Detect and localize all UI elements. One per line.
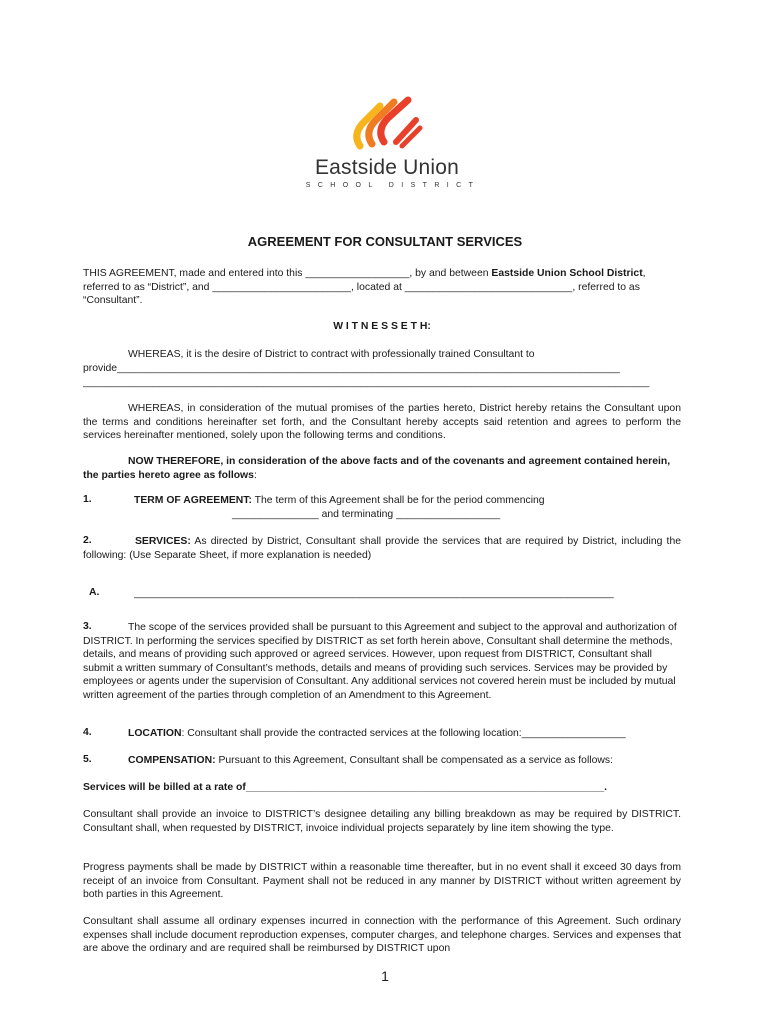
section-1-number: 1. bbox=[83, 494, 92, 505]
section-a-blank-line: ___________________________________________________________________________________ bbox=[134, 588, 614, 599]
district-logo bbox=[292, 96, 482, 196]
section-1-heading: TERM OF AGREEMENT: bbox=[134, 495, 252, 506]
section-2-services bbox=[83, 535, 681, 562]
section-1-term bbox=[134, 494, 681, 508]
section-5-text: Pursuant to this Agreement, Consultant shall be compensated as a service as follows: bbox=[215, 755, 613, 766]
now-therefore-bold: NOW THEREFORE, in consideration of the above facts and of the covenants and agreement contained herein, the parties hereto agree as follows bbox=[83, 456, 671, 481]
whereas-1-line3: __________________________________________________________________________________________________ bbox=[83, 377, 650, 388]
intro-text-1: THIS AGREEMENT, made and entered into this __________________, by and between bbox=[83, 268, 492, 279]
whereas-1-line1: WHEREAS, it is the desire of District to contract with professionally trained Consultant to bbox=[128, 349, 535, 360]
intro-district-name: Eastside Union School District bbox=[491, 268, 643, 279]
section-1-dates: _______________ and terminating __________________ bbox=[232, 509, 501, 520]
page-number: 1 bbox=[381, 968, 389, 984]
logo-name: Eastside Union bbox=[314, 156, 460, 179]
section-5-compensation bbox=[128, 754, 681, 768]
document-title: AGREEMENT FOR CONSULTANT SERVICES bbox=[247, 234, 523, 249]
section-a-label: A. bbox=[89, 587, 100, 598]
section-2-number: 2. bbox=[83, 535, 92, 546]
logo-mark-icon bbox=[350, 96, 426, 154]
section-3-scope: The scope of the services provided shall be pursuant to this Agreement and subject to the approval and authorization of DISTRICT. In performing the services specified by DISTRICT as set forth herein above, Consultant shall determine the methods, details, and means of providing such approved or agreed services. However, upon request from DISTRICT, Consultant shall submit a written summary of Consultant’s methods, details and means of providing such services. Services may be provided by employees or agents under the supervision of Consultant. Any additional services not covered herein must be included by mutual written agreement of the parties through completion of an Amendment to this Agreement. bbox=[83, 622, 677, 701]
section-4-location bbox=[128, 727, 681, 741]
logo-subtitle: SCHOOL DISTRICT bbox=[305, 182, 481, 189]
billed-rate-line: Services will be billed at a rate of______________________________________________________________. bbox=[83, 782, 608, 793]
section-3-number: 3. bbox=[83, 621, 92, 632]
now-therefore-colon: : bbox=[253, 469, 257, 481]
now-therefore-paragraph bbox=[83, 455, 681, 482]
section-2-text: As directed by District, Consultant shall provide the services that are required by District, including the following: (Use Separate Sheet, if more explanation is needed) bbox=[83, 536, 681, 561]
section-4-heading: LOCATION bbox=[128, 728, 182, 739]
section-5-heading: COMPENSATION: bbox=[128, 755, 216, 766]
invoice-paragraph: Consultant shall provide an invoice to DISTRICT’s designee detailing any billing breakdown as may be required by DISTRICT. Consultant shall, when requested by DISTRICT, invoice individual projects separately by line item showing the type. bbox=[83, 809, 681, 834]
expenses-paragraph: Consultant shall assume all ordinary expenses incurred in connection with the performance of this Agreement. Such ordinary expenses shall include document reproduction expenses, computer charges, and telephone charges. Services and expenses that are above the ordinary and are required shall be reimbursed by DISTRICT upon bbox=[83, 916, 681, 954]
section-4-number: 4. bbox=[83, 727, 92, 738]
intro-paragraph bbox=[83, 267, 681, 308]
whereas-2-paragraph: WHEREAS, in consideration of the mutual promises of the parties hereto, District hereby retains the Consultant upon the terms and conditions hereinafter set forth, and the Consultant hereby accepts said retention and agrees to perform the services hereinafter mentioned, solely upon the following terms and conditions. bbox=[83, 403, 681, 441]
progress-payments-paragraph: Progress payments shall be made by DISTRICT within a reasonable time thereafter, but in no event shall it exceed 30 days from receipt of an invoice from Consultant. Payment shall not be reduced in any manner by DISTRICT without written agreement by both parties in this Agreement. bbox=[83, 862, 681, 900]
section-4-text: : Consultant shall provide the contracted services at the following location:__________________ bbox=[181, 728, 626, 739]
witnesseth-heading: W I T N E S S E T H: bbox=[333, 321, 431, 332]
section-5-number: 5. bbox=[83, 754, 92, 765]
section-1-text: The term of this Agreement shall be for the period commencing bbox=[251, 495, 545, 506]
intro-text-2: , referred to as “District”, and ________________________, located at _____________________________, referred to as “Consultant”. bbox=[83, 268, 646, 306]
whereas-1-line2: provide_______________________________________________________________________________________ bbox=[83, 363, 620, 374]
section-2-heading: SERVICES: bbox=[135, 536, 191, 547]
